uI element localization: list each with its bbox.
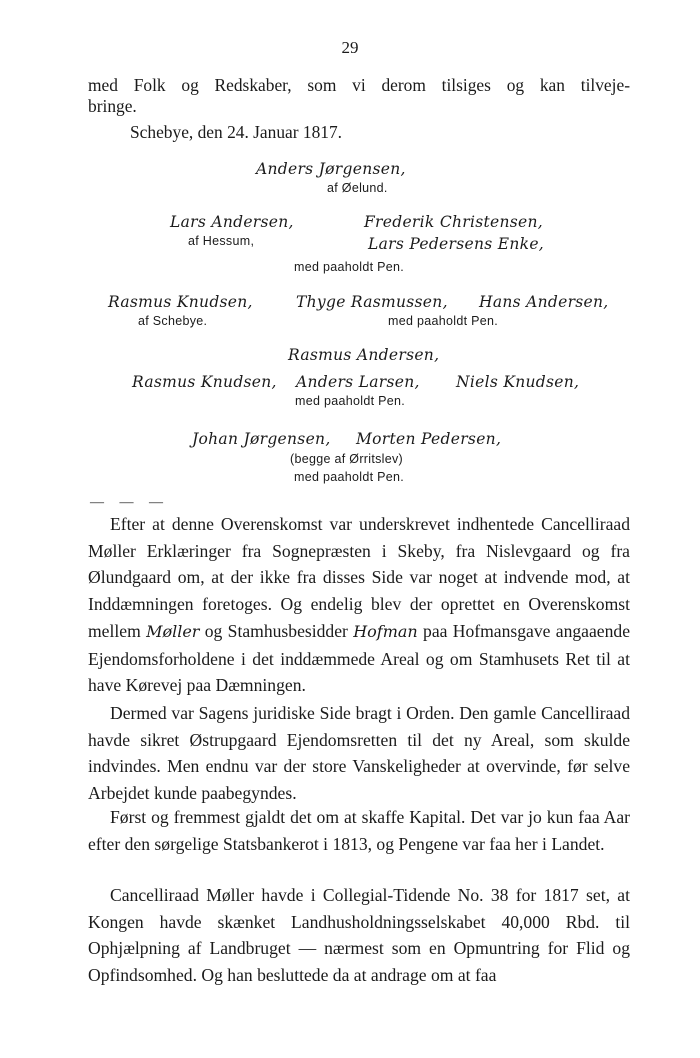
signature-anders-jorgensen: Anders Jørgensen, — [256, 160, 406, 178]
signature-johan-jorgensen: Johan Jørgensen, — [192, 430, 331, 448]
place-date: Schebye, den 24. Januar 1817. — [130, 122, 343, 142]
signature-niels-knudsen: Niels Knudsen, — [456, 373, 580, 391]
page-number: 29 — [341, 38, 359, 57]
paragraph-1 — [88, 511, 630, 699]
signature-sub-paaholdt-1: med paaholdt Pen. — [294, 260, 405, 274]
signature-morten-pedersen: Morten Pedersen, — [356, 430, 502, 448]
signature-sub-oelund: af Øelund. — [327, 181, 388, 195]
paragraph-1-text-b: og Stamhusbesidder — [199, 620, 354, 641]
signature-sub-orritslev: (begge af Ørritslev) — [290, 452, 403, 466]
signature-rasmus-andersen: Rasmus Andersen, — [288, 346, 440, 364]
paragraph-3: Først og fremmest gjaldt det om at skaffe Kapital. Det var jo kun faa Aar efter den sørgelige Statsbankerot i 1813, og Pengene var faa her i Landet. — [88, 807, 630, 854]
opening-line-2: bringe. — [88, 96, 137, 116]
section-separator: — — — — [90, 495, 169, 510]
signature-frederik-christensen: Frederik Christensen, — [364, 213, 544, 231]
signature-sub-hessum: af Hessum, — [188, 234, 255, 248]
signature-lars-andersen: Lars Andersen, — [170, 213, 294, 231]
name-moller: Møller — [146, 621, 200, 641]
signature-sub-paaholdt-2: med paaholdt Pen. — [388, 314, 499, 328]
signature-lars-pedersens-enke: Lars Pedersens Enke, — [368, 235, 545, 253]
signature-sub-paaholdt-3: med paaholdt Pen. — [295, 394, 406, 408]
signature-rasmus-knudsen-1: Rasmus Knudsen, — [108, 293, 253, 311]
paragraph-1-text-c: paa Hofmansgave angaaende Ejendomsforholdene i det inddæmmede Areal og om Stamhusets Ret til at have Kørevej paa Dæmningen. — [88, 620, 630, 696]
signature-sub-schebye: af Schebye. — [138, 314, 208, 328]
name-hofman: Hofman — [353, 621, 418, 641]
signature-anders-larsen: Anders Larsen, — [296, 373, 420, 391]
opening-line-1: med Folk og Redskaber, som vi derom tilsiges og kan tilveje- — [88, 75, 630, 95]
signature-sub-paaholdt-4: med paaholdt Pen. — [294, 470, 405, 484]
signature-rasmus-knudsen-2: Rasmus Knudsen, — [132, 373, 277, 391]
signature-hans-andersen: Hans Andersen, — [479, 293, 609, 311]
paragraph-4: Cancelliraad Møller havde i Collegial-Tidende No. 38 for 1817 set, at Kongen havde skænket Landhusholdningsselskabet 40,000 Rbd. til Ophjælpning af Landbruget — nærmest som en Opmuntring for Flid og Opfindsomhed. Og han besluttede da at andrage om at faa — [88, 885, 630, 986]
paragraph-2: Dermed var Sagens juridiske Side bragt i Orden. Den gamle Cancelliraad havde sikret Østrupgaard Ejendomsretten til det ny Areal, som skulde indvindes. Men endnu var der store Vanskeligheder at overvinde, før selve Arbejdet kunde paabegyndes. — [88, 703, 630, 804]
paragraph-1-text-a: Efter at denne Overenskomst var underskrevet indhentede Cancelliraad Møller Erklæringer fra Sognepræsten i Skeby, fra Nislevgaard og fra Ølundgaard om, at der ikke fra disses Side var noget at indvende mod, at Inddæmningen foretoges. Og endelig blev der oprettet en Overenskomst mellem — [88, 514, 630, 641]
signature-thyge-rasmussen: Thyge Rasmussen, — [296, 293, 448, 311]
